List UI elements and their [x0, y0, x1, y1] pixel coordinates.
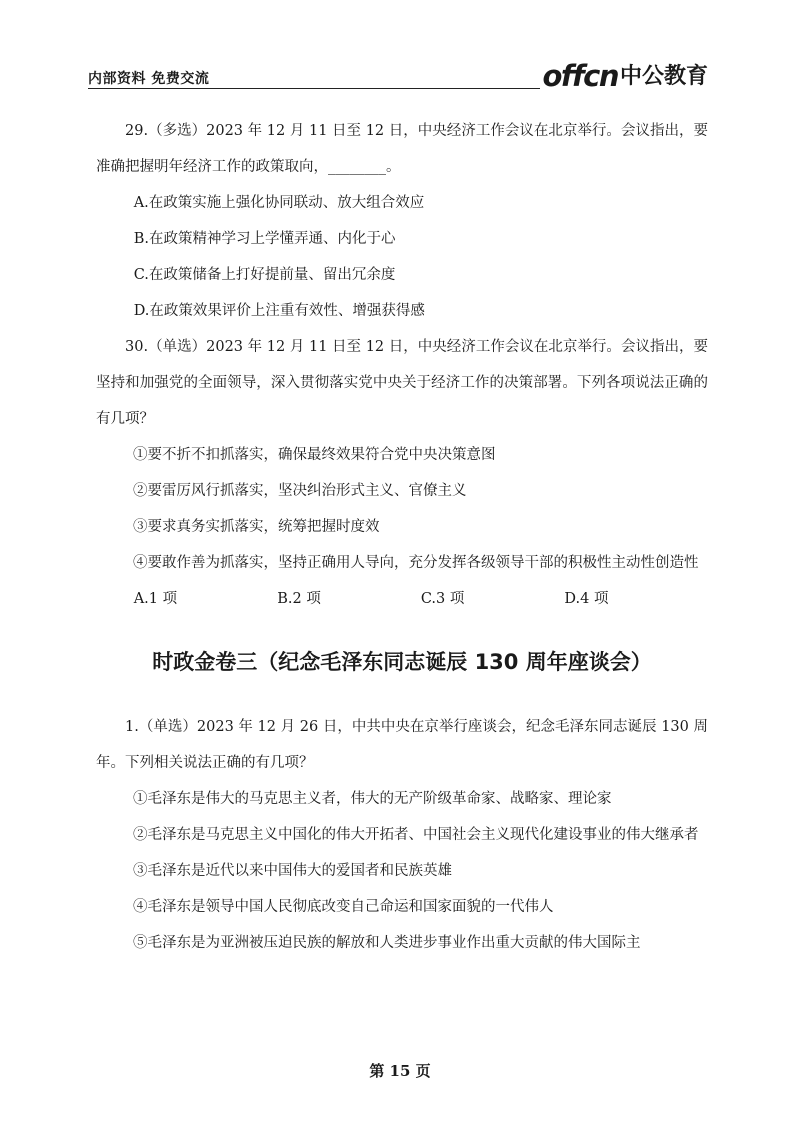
statement-4: ④毛泽东是领导中国人民彻底改变自己命运和国家面貌的一代伟人 [132, 899, 554, 915]
question-stem: 1.（单选）2023 年 12 月 26 日，中共中央在京举行座谈会，纪念毛泽东同志诞辰 130 周年。下列相关说法正确的有几项？ [96, 719, 708, 771]
page-number: 第 15 页 [369, 1062, 431, 1080]
option-c: C.在政策储备上打好提前量、留出冗余度 [133, 267, 396, 283]
answer-b: B.2 项 [277, 591, 321, 607]
statement-2: ②毛泽东是马克思主义中国化的伟大开拓者、中国社会主义现代化建设事业的伟大继承者 [132, 827, 699, 843]
statement-3: ③要求真务实抓落实，统筹把握时度效 [132, 519, 380, 535]
page-header [88, 58, 708, 94]
question-30 [96, 329, 708, 617]
statement-5: ⑤毛泽东是为亚洲被压迫民族的解放和人类进步事业作出重大贡献的伟大国际主 [132, 935, 641, 951]
statement-2: ②要雷厉风行抓落实，坚决纠治形式主义、官僚主义 [132, 483, 467, 499]
answer-d: D.4 项 [564, 591, 609, 607]
logo-text: 中公教育 [619, 64, 708, 89]
statement-1: ①要不折不扣抓落实，确保最终效果符合党中央决策意图 [132, 447, 496, 463]
question-29 [96, 113, 708, 329]
page-content [96, 113, 708, 961]
question-stem: 29.（多选）2023 年 12 月 11 日至 12 日，中央经济工作会议在北京举行。会议指出，要准确把握明年经济工作的政策取向，________。 [96, 123, 708, 175]
header-rule [88, 88, 540, 89]
option-a: A.在政策实施上强化协同联动、放大组合效应 [133, 195, 425, 211]
option-d: D.在政策效果评价上注重有效性、增强获得感 [133, 303, 425, 319]
section-title: 时政金卷三（纪念毛泽东同志诞辰 130 周年座谈会） [152, 650, 652, 674]
question-1 [96, 709, 708, 961]
header-note: 内部资料 免费交流 [88, 71, 210, 87]
option-b: B.在政策精神学习上学懂弄通、内化于心 [133, 231, 396, 247]
statement-4: ④要敢作善为抓落实，坚持正确用人导向，充分发挥各级领导干部的积极性主动性创造性 [132, 555, 699, 571]
answer-c: C.3 项 [420, 591, 465, 607]
statement-3: ③毛泽东是近代以来中国伟大的爱国者和民族英雄 [132, 863, 452, 879]
answer-a: A.1 项 [133, 591, 178, 607]
offcn-logo [542, 58, 708, 92]
logo-mark: offcn [542, 59, 618, 93]
answer-choices [96, 581, 708, 617]
question-stem: 30.（单选）2023 年 12 月 11 日至 12 日，中央经济工作会议在北京举行。会议指出，要坚持和加强党的全面领导，深入贯彻落实党中央关于经济工作的决策部署。下列各项说法正确的有几项？ [96, 339, 708, 427]
statement-1: ①毛泽东是伟大的马克思主义者，伟大的无产阶级革命家、战略家、理论家 [132, 791, 612, 807]
